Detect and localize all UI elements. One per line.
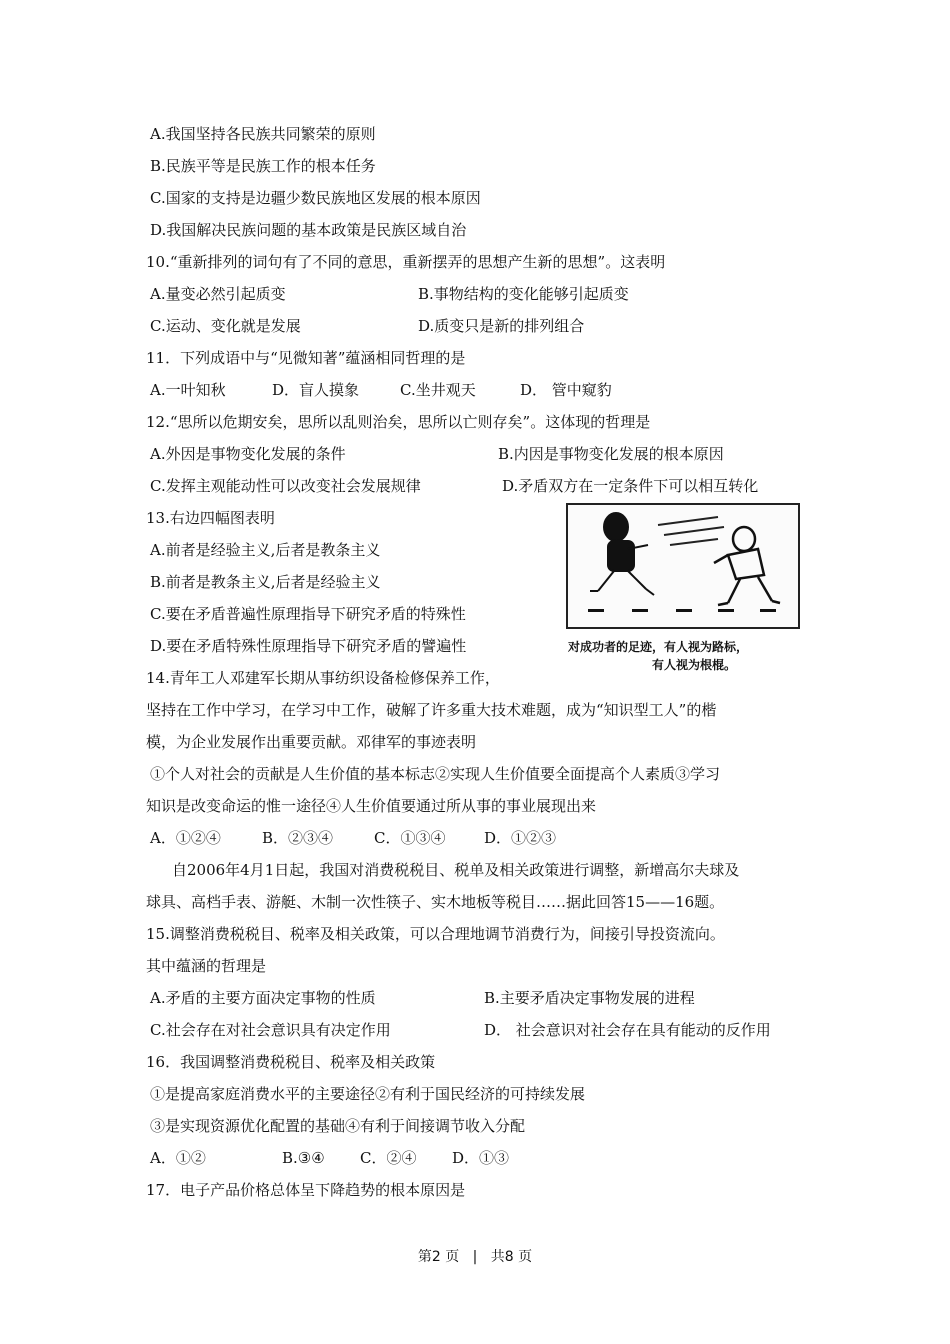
total-pages: 共8 页	[490, 1249, 533, 1265]
q11-stem: 11．下列成语中与“见微知著”蕴涵相同哲理的是	[146, 349, 466, 367]
q14-line2: 坚持在工作中学习，在学习中工作，破解了许多重大技术难题，成为“知识型工人”的楷	[146, 701, 717, 719]
q14-line5: 知识是改变命运的惟一途径④人生价值要通过所从事的事业展现出来	[146, 797, 597, 815]
footer-separator: |	[472, 1249, 478, 1265]
q16-line2: ③是实现资源优化配置的基础④有利于间接调节收入分配	[150, 1117, 526, 1135]
q9-option-c: C.国家的支持是边疆少数民族地区发展的根本原因	[150, 189, 481, 207]
q11-option-a: A.一叶知秋	[150, 381, 226, 399]
q16-stem: 16．我国调整消费税税目、税率及相关政策	[146, 1053, 436, 1071]
q16-option-c: C．②④	[360, 1149, 417, 1167]
q15-option-a: A.矛盾的主要方面决定事物的性质	[150, 989, 376, 1007]
q13-option-a: A.前者是经验主义,后者是教条主义	[150, 541, 381, 559]
page-footer	[0, 1246, 950, 1266]
q12-option-c: C.发挥主观能动性可以改变社会发展规律	[150, 477, 421, 495]
q14-line4: ①个人对社会的贡献是人生价值的基本标志②实现人生价值要全面提高个人素质③学习	[150, 765, 721, 783]
cartoon-figure	[566, 503, 800, 629]
q17-stem: 17．电子产品价格总体呈下降趋势的根本原因是	[146, 1181, 466, 1199]
q15-line2: 其中蕴涵的哲理是	[146, 957, 267, 975]
q16-option-b: B.③④	[282, 1149, 325, 1167]
q15-option-c: C.社会存在对社会意识具有决定作用	[150, 1021, 391, 1039]
q14-line1: 14.青年工人邓建军长期从事纺织设备检修保养工作，	[146, 669, 500, 687]
cartoon-caption-line2: 有人视为根棍。	[652, 658, 737, 672]
q11-option-d: D． 管中窥豹	[520, 381, 612, 399]
q16-option-d: D．①③	[452, 1149, 510, 1167]
q10-option-c: C.运动、变化就是发展	[150, 317, 301, 335]
q15-option-b: B.主要矛盾决定事物发展的进程	[484, 989, 695, 1007]
material-line1: 自2006年4月1日起，我国对消费税税目、税单及相关政策进行调整，新增高尔夫球及	[172, 861, 740, 879]
q9-option-d: D.我国解决民族问题的基本政策是民族区域自治	[150, 221, 467, 239]
q14-line3: 模，为企业发展作出重要贡献。邓律军的事迹表明	[146, 733, 477, 751]
q11-option-c: C.坐井观天	[400, 381, 476, 399]
q15-line1: 15.调整消费税税目、税率及相关政策，可以合理地调节消费行为，间接引导投资流向。	[146, 925, 725, 943]
q12-option-b: B.内因是事物变化发展的根本原因	[498, 445, 724, 463]
q12-stem: 12.“思所以危期安矣，思所以乱则治矣，思所以亡则存矣”。这体现的哲理是	[146, 413, 651, 431]
q10-stem: 10.“重新排列的词句有了不同的意思，重新摆弄的思想产生新的思想”。这表明	[146, 253, 666, 271]
cartoon-caption-line1: 对成功者的足迹，有人视为路标，	[568, 640, 749, 654]
q13-stem: 13.右边四幅图表明	[146, 509, 275, 527]
q15-option-d: D． 社会意识对社会存在具有能动的反作用	[484, 1021, 771, 1039]
cartoon-illustration	[568, 505, 798, 627]
q14-option-c: C．①③④	[374, 829, 446, 847]
q9-option-b: B.民族平等是民族工作的根本任务	[150, 157, 376, 175]
q9-option-a: A.我国坚持各民族共同繁荣的原则	[150, 125, 376, 143]
q16-option-a: A．①②	[150, 1149, 206, 1167]
q16-line1: ①是提高家庭消费水平的主要途径②有利于国民经济的可持续发展	[150, 1085, 586, 1103]
q13-option-d: D.要在矛盾特殊性原理指导下研究矛盾的譬遍性	[150, 637, 467, 655]
q10-option-a: A.量变必然引起质变	[150, 285, 286, 303]
q12-option-a: A.外因是事物变化发展的条件	[150, 445, 346, 463]
q11-option-b: D．盲人摸象	[272, 381, 360, 399]
q14-option-d: D．①②③	[484, 829, 557, 847]
q14-option-b: B．②③④	[262, 829, 334, 847]
material-line2: 球具、高档手表、游艇、木制一次性筷子、实木地板等税目……据此回答15——16题。	[146, 893, 725, 911]
page-number: 第2 页	[417, 1249, 460, 1265]
q10-option-b: B.事物结构的变化能够引起质变	[418, 285, 629, 303]
q14-option-a: A．①②④	[150, 829, 221, 847]
q12-option-d: D.矛盾双方在一定条件下可以相互转化	[502, 477, 759, 495]
q13-option-c: C.要在矛盾普遍性原理指导下研究矛盾的特殊性	[150, 605, 466, 623]
q10-option-d: D.质变只是新的排列组合	[418, 317, 585, 335]
q13-option-b: B.前者是教条主义,后者是经验主义	[150, 573, 381, 591]
